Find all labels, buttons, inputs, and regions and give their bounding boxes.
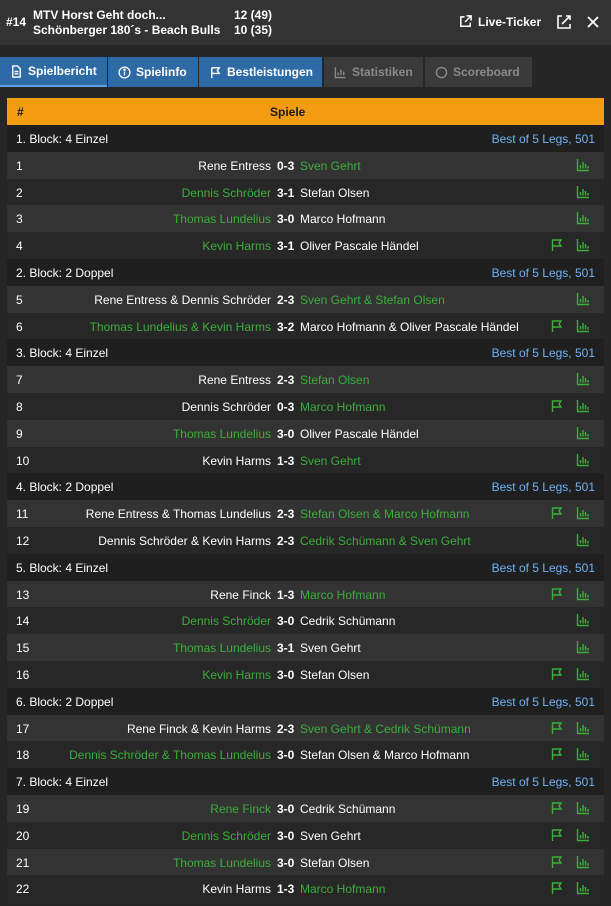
stats-icon[interactable] [576,533,590,547]
info-icon [118,66,131,79]
stats-icon[interactable] [576,399,590,413]
match-number: #14 [6,15,27,29]
home-player: Dennis Schröder & Thomas Lundelius [69,748,271,763]
game-row[interactable] [7,875,604,902]
game-number: 22 [16,882,30,897]
home-player: Thomas Lundelius & Kevin Harms [89,319,271,334]
expand-icon[interactable] [556,14,572,30]
block-title: 5. Block: 4 Einzel [16,560,109,575]
away-player: Cedrik Schümann [300,801,396,816]
home-player: Rene Finck & Kevin Harms [126,721,271,736]
game-result: 3-0 [277,828,295,843]
tab-label: Bestleistungen [227,65,314,79]
stats-icon[interactable] [576,587,590,601]
flag-icon[interactable] [550,747,564,761]
home-player: Kevin Harms [202,882,271,897]
away-player: Oliver Pascale Händel [300,426,419,441]
away-player: Marco Hofmann [300,587,386,602]
circle-icon [435,66,448,79]
block-title: 3. Block: 4 Einzel [16,346,109,361]
stats-icon[interactable] [576,721,590,735]
home-player: Rene Finck [210,587,271,602]
stats-icon[interactable] [576,319,590,333]
away-player: Sven Gehrt [300,158,361,173]
block-format-link[interactable]: Best of 5 Legs, 501 [491,775,595,790]
block-title: 2. Block: 2 Doppel [16,265,114,280]
tab-label: Spielbericht [28,64,97,78]
block-format-link[interactable]: Best of 5 Legs, 501 [491,265,595,280]
game-result: 2-3 [277,507,295,522]
home-player: Rene Entress [198,158,271,173]
away-player: Stefan Olsen [300,855,370,870]
away-player: Marco Hofmann [300,882,386,897]
block-header-row [7,473,604,500]
away-player: Oliver Pascale Händel [300,239,419,254]
game-row[interactable] [7,741,604,768]
game-result: 3-1 [277,239,295,254]
close-icon[interactable] [585,14,601,30]
tab-label: Statistiken [352,65,413,79]
game-number: 10 [16,453,30,468]
games-table [7,98,604,902]
game-row[interactable] [7,715,604,742]
flag-icon[interactable] [550,238,564,252]
flag-icon [209,66,222,79]
block-format-link[interactable]: Best of 5 Legs, 501 [491,560,595,575]
away-player: Stefan Olsen [300,185,370,200]
game-result: 3-0 [277,212,295,227]
tab-bar [0,57,611,87]
block-title: 4. Block: 2 Doppel [16,480,114,495]
stats-icon[interactable] [576,881,590,895]
game-number: 17 [16,721,30,736]
home-player: Rene Entress & Thomas Lundelius [85,507,271,522]
game-number: 9 [16,426,23,441]
game-row[interactable] [7,500,604,527]
home-player: Kevin Harms [202,453,271,468]
flag-icon[interactable] [550,828,564,842]
away-player: Stefan Olsen & Marco Hofmann [300,507,470,522]
away-player: Marco Hofmann [300,399,386,414]
game-number: 13 [16,587,30,602]
tab-label: Scoreboard [453,65,520,79]
flag-icon[interactable] [550,721,564,735]
flag-icon[interactable] [550,855,564,869]
block-header-row [7,688,604,715]
game-number: 15 [16,641,30,656]
game-result: 2-3 [277,533,295,548]
home-player: Kevin Harms [202,667,271,682]
game-row[interactable] [7,205,604,232]
block-format-link[interactable]: Best of 5 Legs, 501 [491,132,595,146]
tab-spielbericht[interactable] [0,57,107,87]
stats-icon[interactable] [576,506,590,520]
game-number: 11 [16,507,29,522]
home-player: Dennis Schröder [181,614,271,629]
away-player: Stefan Olsen [300,667,370,682]
game-row[interactable] [7,286,604,313]
stats-icon[interactable] [576,292,590,306]
tab-statistiken[interactable] [324,57,423,87]
block-format-link[interactable]: Best of 5 Legs, 501 [491,480,595,495]
game-result: 3-0 [277,667,295,682]
game-result: 2-3 [277,373,295,388]
game-number: 14 [16,614,30,629]
flag-icon[interactable] [550,667,564,681]
flag-icon[interactable] [550,587,564,601]
game-result: 3-0 [277,426,295,441]
home-player: Dennis Schröder [181,828,271,843]
table-header [7,98,604,125]
column-header-number: # [17,105,24,119]
block-header-row [7,554,604,581]
stats-icon[interactable] [576,828,590,842]
game-number: 6 [16,319,23,334]
block-title: 6. Block: 2 Doppel [16,694,114,709]
flag-icon[interactable] [550,881,564,895]
game-result: 0-3 [277,158,295,173]
stats-icon[interactable] [576,238,590,252]
game-row[interactable] [7,393,604,420]
match-header [0,0,611,45]
away-player: Sven Gehrt & Cedrik Schümann [300,721,471,736]
game-number: 12 [16,533,30,548]
game-result: 1-3 [277,453,295,468]
block-format-link[interactable]: Best of 5 Legs, 501 [491,346,595,361]
away-player: Stefan Olsen [300,373,370,388]
block-format-link[interactable]: Best of 5 Legs, 501 [491,694,595,709]
flag-icon[interactable] [550,506,564,520]
game-number: 19 [16,801,30,816]
away-player: Stefan Olsen & Marco Hofmann [300,748,470,763]
game-result: 3-0 [277,614,295,629]
block-header-row [7,768,604,795]
away-player: Sven Gehrt [300,828,361,843]
game-number: 8 [16,399,23,414]
live-ticker-label: Live-Ticker [478,14,542,29]
stats-icon[interactable] [576,640,590,654]
game-result: 3-1 [277,185,295,200]
game-number: 7 [16,373,23,388]
home-player: Thomas Lundelius [172,212,271,227]
bar-chart-icon [334,66,347,79]
home-player: Thomas Lundelius [172,426,271,441]
stats-icon[interactable] [576,372,590,386]
game-result: 3-0 [277,855,295,870]
flag-icon[interactable] [550,801,564,815]
game-result: 1-3 [277,882,295,897]
stats-icon[interactable] [576,801,590,815]
game-number: 21 [16,855,30,870]
home-player: Rene Entress [198,373,271,388]
team-home-name: MTV Horst Geht doch... [33,8,166,22]
game-row[interactable] [7,232,604,259]
game-row[interactable] [7,795,604,822]
away-player: Marco Hofmann [300,212,386,227]
game-result: 3-2 [277,319,295,334]
flag-icon[interactable] [550,319,564,333]
game-row[interactable] [7,447,604,474]
score-away: 10 (35) [234,23,273,37]
away-player: Marco Hofmann & Oliver Pascale Händel [300,319,519,334]
game-result: 0-3 [277,399,295,414]
game-row[interactable] [7,581,604,608]
live-ticker-button[interactable] [458,14,541,29]
game-number: 16 [16,667,30,682]
game-row[interactable] [7,152,604,179]
game-result: 2-3 [277,721,295,736]
home-player: Kevin Harms [202,239,271,254]
game-row[interactable] [7,849,604,876]
external-link-icon [458,14,473,29]
game-number: 18 [16,748,30,763]
block-header-row [7,259,604,286]
tab-scoreboard[interactable] [425,57,532,87]
column-header-games: Spiele [270,105,306,119]
game-row[interactable] [7,634,604,661]
game-result: 3-0 [277,801,295,816]
game-number: 4 [16,239,23,254]
stats-icon[interactable] [576,211,590,225]
tab-spielinfo[interactable] [108,57,198,87]
game-row[interactable] [7,366,604,393]
game-number: 3 [16,212,23,227]
home-player: Dennis Schröder [181,399,271,414]
game-result: 1-3 [277,587,295,602]
home-player: Rene Entress & Dennis Schröder [94,292,271,307]
block-title: 1. Block: 4 Einzel [16,132,109,146]
flag-icon[interactable] [550,399,564,413]
game-number: 5 [16,292,23,307]
block-header-row [7,125,604,152]
game-row[interactable] [7,661,604,688]
stats-icon[interactable] [576,747,590,761]
stats-icon[interactable] [576,426,590,440]
document-icon [10,65,23,78]
game-row[interactable] [7,527,604,554]
game-row[interactable] [7,822,604,849]
away-player: Sven Gehrt [300,641,361,656]
tab-bestleistungen[interactable] [199,57,322,87]
stats-icon[interactable] [576,855,590,869]
stats-icon[interactable] [576,613,590,627]
team-away-name: Schönberger 180´s - Beach Bulls [33,23,221,37]
game-number: 2 [16,185,23,200]
home-player: Dennis Schröder & Kevin Harms [98,533,271,548]
home-player: Thomas Lundelius [172,641,271,656]
tab-label: Spielinfo [136,65,187,79]
block-title: 7. Block: 4 Einzel [16,775,109,790]
game-result: 3-1 [277,641,295,656]
away-player: Cedrik Schümann & Sven Gehrt [300,533,471,548]
away-player: Cedrik Schümann [300,614,396,629]
stats-icon[interactable] [576,667,590,681]
home-player: Thomas Lundelius [172,855,271,870]
game-number: 1 [16,158,23,173]
home-player: Dennis Schröder [181,185,271,200]
table-body [7,125,604,902]
stats-icon[interactable] [576,185,590,199]
game-result: 2-3 [277,292,295,307]
home-player: Rene Finck [210,801,271,816]
game-number: 20 [16,828,30,843]
game-result: 3-0 [277,748,295,763]
game-row[interactable] [7,179,604,206]
stats-icon[interactable] [576,158,590,172]
game-row[interactable] [7,313,604,340]
block-header-row [7,339,604,366]
stats-icon[interactable] [576,453,590,467]
game-row[interactable] [7,420,604,447]
away-player: Sven Gehrt [300,453,361,468]
score-home: 12 (49) [234,8,273,22]
game-row[interactable] [7,607,604,634]
away-player: Sven Gehrt & Stefan Olsen [300,292,445,307]
